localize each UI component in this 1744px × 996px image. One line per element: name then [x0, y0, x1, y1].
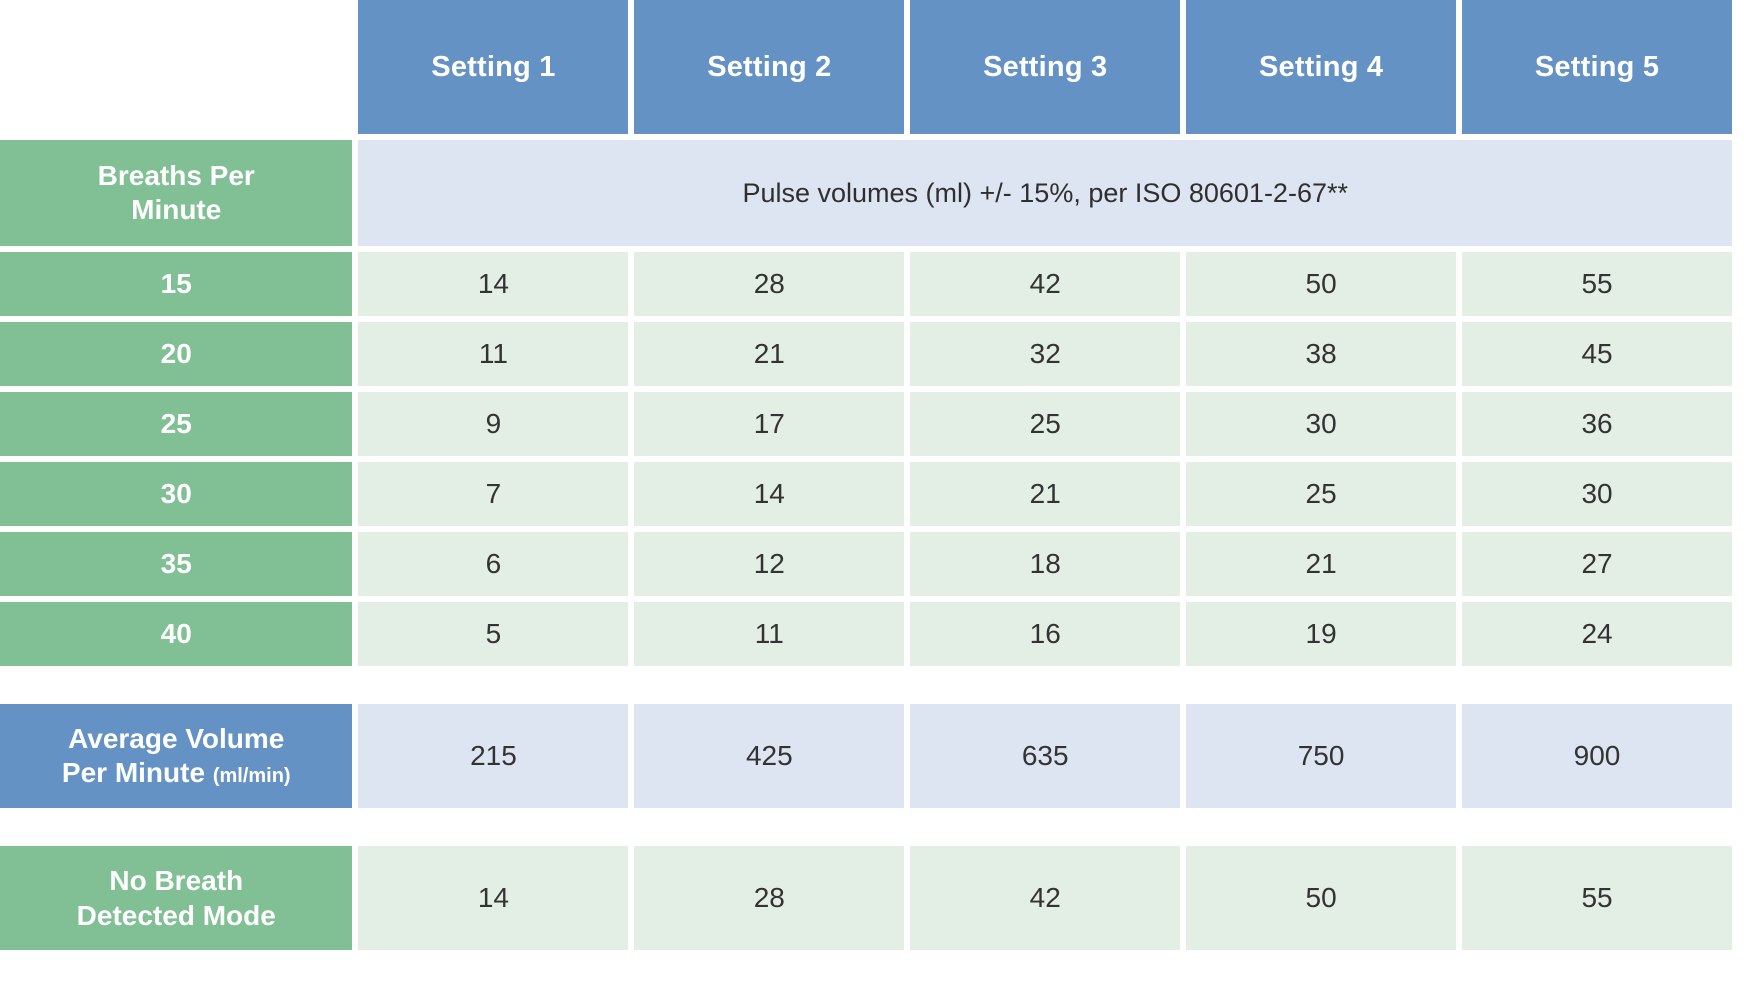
- spacer-cell: [0, 814, 352, 840]
- cell-15-setting-1: 14: [358, 252, 628, 316]
- cell-30-setting-2: 14: [634, 462, 904, 526]
- cell-25-setting-3: 25: [910, 392, 1180, 456]
- average-volume-unit: (ml/min): [212, 765, 291, 787]
- cell-no-breath-setting-4: 50: [1186, 846, 1456, 950]
- cell-no-breath-setting-5: 55: [1462, 846, 1732, 950]
- cell-40-setting-5: 24: [1462, 602, 1732, 666]
- cell-35-setting-4: 21: [1186, 532, 1456, 596]
- table-header-row: [0, 0, 1732, 134]
- row-label-20: 20: [0, 322, 352, 386]
- table-row: [0, 532, 1732, 596]
- no-breath-line2: Detected Mode: [76, 900, 276, 931]
- table-row: [0, 602, 1732, 666]
- cell-average-setting-3: 635: [910, 704, 1180, 808]
- cell-35-setting-2: 12: [634, 532, 904, 596]
- spacer-cell: [1186, 814, 1456, 840]
- cell-15-setting-2: 28: [634, 252, 904, 316]
- cell-25-setting-5: 36: [1462, 392, 1732, 456]
- no-breath-detected-row: [0, 846, 1732, 950]
- cell-40-setting-4: 19: [1186, 602, 1456, 666]
- pulse-volume-note: Pulse volumes (ml) +/- 15%, per ISO 80601-2-67**: [358, 140, 1732, 246]
- spacer-cell: [358, 814, 628, 840]
- cell-25-setting-1: 9: [358, 392, 628, 456]
- spacer-cell: [1462, 672, 1732, 698]
- average-volume-line2: Per Minute: [61, 757, 206, 788]
- table-spacer: [0, 814, 1732, 840]
- table-row: [0, 392, 1732, 456]
- row-label-40: 40: [0, 602, 352, 666]
- cell-15-setting-3: 42: [910, 252, 1180, 316]
- breaths-per-minute-line1: Breaths Per: [97, 159, 255, 191]
- spacer-cell: [910, 814, 1180, 840]
- average-volume-line1: Average Volume: [68, 723, 285, 755]
- spacer-cell: [634, 814, 904, 840]
- cell-average-setting-5: 900: [1462, 704, 1732, 808]
- table-row: [0, 462, 1732, 526]
- cell-average-setting-1: 215: [358, 704, 628, 808]
- table-corner-cell: [0, 0, 352, 134]
- column-header-setting-2: Setting 2: [634, 0, 904, 134]
- spacer-cell: [910, 672, 1180, 698]
- cell-20-setting-3: 32: [910, 322, 1180, 386]
- cell-15-setting-5: 55: [1462, 252, 1732, 316]
- spacer-cell: [358, 672, 628, 698]
- spacer-cell: [1186, 672, 1456, 698]
- row-label-15: 15: [0, 252, 352, 316]
- cell-no-breath-setting-2: 28: [634, 846, 904, 950]
- cell-40-setting-2: 11: [634, 602, 904, 666]
- cell-20-setting-5: 45: [1462, 322, 1732, 386]
- row-header-breaths-per-minute: [0, 140, 352, 246]
- cell-no-breath-setting-1: 14: [358, 846, 628, 950]
- cell-30-setting-4: 25: [1186, 462, 1456, 526]
- no-breath-line1: No Breath: [109, 865, 244, 896]
- row-label-35: 35: [0, 532, 352, 596]
- cell-20-setting-1: 11: [358, 322, 628, 386]
- breaths-per-minute-line2: Minute: [131, 194, 222, 225]
- spacer-cell: [1462, 814, 1732, 840]
- row-label-average-volume-per-minute: [0, 704, 352, 808]
- spacer-cell: [0, 672, 352, 698]
- row-label-no-breath-detected-mode: [0, 846, 352, 950]
- cell-15-setting-4: 50: [1186, 252, 1456, 316]
- table-row: [0, 252, 1732, 316]
- column-header-setting-3: Setting 3: [910, 0, 1180, 134]
- column-header-setting-1: Setting 1: [358, 0, 628, 134]
- average-volume-row: [0, 704, 1732, 808]
- cell-average-setting-4: 750: [1186, 704, 1456, 808]
- table-spacer: [0, 672, 1732, 698]
- row-label-30: 30: [0, 462, 352, 526]
- cell-average-setting-2: 425: [634, 704, 904, 808]
- cell-35-setting-1: 6: [358, 532, 628, 596]
- cell-35-setting-5: 27: [1462, 532, 1732, 596]
- cell-25-setting-4: 30: [1186, 392, 1456, 456]
- cell-35-setting-3: 18: [910, 532, 1180, 596]
- cell-40-setting-1: 5: [358, 602, 628, 666]
- cell-no-breath-setting-3: 42: [910, 846, 1180, 950]
- cell-20-setting-2: 21: [634, 322, 904, 386]
- cell-25-setting-2: 17: [634, 392, 904, 456]
- cell-30-setting-5: 30: [1462, 462, 1732, 526]
- cell-40-setting-3: 16: [910, 602, 1180, 666]
- spacer-cell: [634, 672, 904, 698]
- table-note-row: [0, 140, 1732, 246]
- cell-30-setting-1: 7: [358, 462, 628, 526]
- cell-20-setting-4: 38: [1186, 322, 1456, 386]
- cell-30-setting-3: 21: [910, 462, 1180, 526]
- table-row: [0, 322, 1732, 386]
- row-label-25: 25: [0, 392, 352, 456]
- column-header-setting-5: Setting 5: [1462, 0, 1732, 134]
- column-header-setting-4: Setting 4: [1186, 0, 1456, 134]
